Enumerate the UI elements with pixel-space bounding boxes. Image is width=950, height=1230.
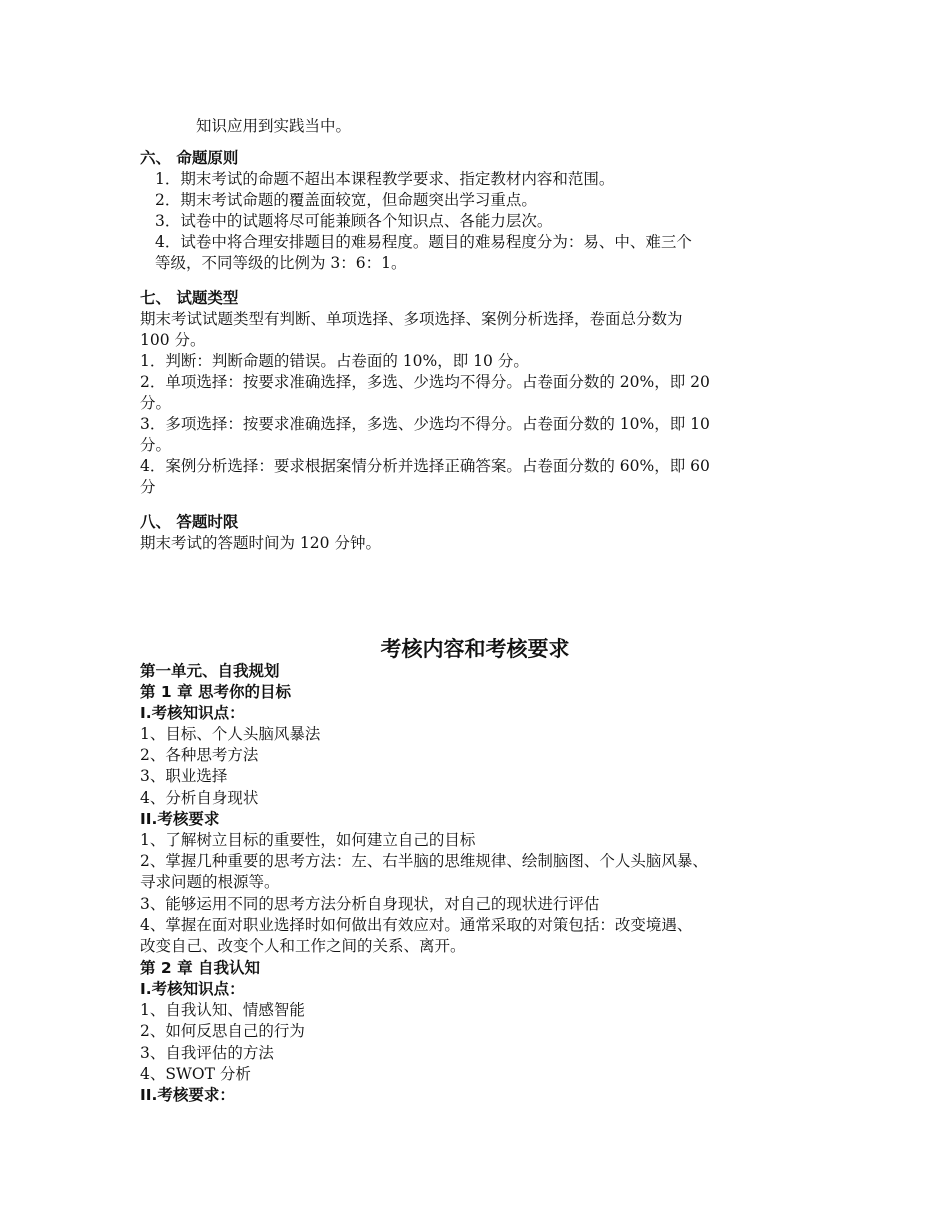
list-item: 1．期末考试的命题不超出本课程教学要求、指定教材内容和范围。 xyxy=(155,170,615,188)
list-item: 2．期末考试命题的覆盖面较宽，但命题突出学习重点。 xyxy=(155,191,537,209)
section-heading-6: 六、 命题原则 xyxy=(140,149,239,167)
list-item: 1、了解树立目标的重要性，如何建立自己的目标 xyxy=(140,831,476,849)
chapter-heading: 第 1 章 思考你的目标 xyxy=(140,683,291,701)
list-item: 改变自己、改变个人和工作之间的关系、离开。 xyxy=(140,937,466,955)
paragraph-line: 期末考试试题类型有判断、单项选择、多项选择、案例分析选择，卷面总分数为 xyxy=(140,310,683,328)
list-item: 1、目标、个人头脑风暴法 xyxy=(140,725,321,743)
section-heading-7: 七、 试题类型 xyxy=(140,289,239,307)
list-item: 等级，不同等级的比例为 3：6：1。 xyxy=(155,254,407,272)
list-item: 3、职业选择 xyxy=(140,767,228,785)
paragraph-line: 期末考试的答题时间为 120 分钟。 xyxy=(140,534,381,552)
list-item: 3．试卷中的试题将尽可能兼顾各个知识点、各能力层次。 xyxy=(155,212,553,230)
list-item: 4、掌握在面对职业选择时如何做出有效应对。通常采取的对策包括：改变境遇、 xyxy=(140,916,693,934)
list-item: 1、自我认知、情感智能 xyxy=(140,1001,305,1019)
section-heading-8: 八、 答题时限 xyxy=(140,513,239,531)
paragraph-line: 100 分。 xyxy=(140,331,206,349)
list-item: 4、SWOT 分析 xyxy=(140,1065,251,1083)
list-item: 3、能够运用不同的思考方法分析自身现状，对自己的现状进行评估 xyxy=(140,895,600,913)
list-item: 4．试卷中将合理安排题目的难易程度。题目的难易程度分为：易、中、难三个 xyxy=(155,233,692,251)
subheading: I.考核知识点： xyxy=(140,704,245,722)
list-item: 2、各种思考方法 xyxy=(140,746,259,764)
page-title: 考核内容和考核要求 xyxy=(380,637,570,661)
subheading: II.考核要求： xyxy=(140,1086,235,1104)
list-item: 2、掌握几种重要的思考方法：左、右半脑的思维规律、绘制脑图、个人头脑风暴、 xyxy=(140,852,708,870)
chapter-heading: 第 2 章 自我认知 xyxy=(140,959,260,977)
paragraph-line: 2．单项选择：按要求准确选择，多选、少选均不得分。占卷面分数的 20%，即 20 xyxy=(140,373,710,391)
list-item: 2、如何反思自己的行为 xyxy=(140,1022,305,1040)
paragraph-line: 分。 xyxy=(140,394,172,412)
list-item: 4、分析自身现状 xyxy=(140,789,259,807)
paragraph-line: 分。 xyxy=(140,436,172,454)
unit-heading: 第一单元、自我规划 xyxy=(140,662,280,680)
continued-line: 知识应用到实践当中。 xyxy=(196,117,352,135)
subheading: II.考核要求 xyxy=(140,810,220,828)
paragraph-line: 分 xyxy=(140,478,156,496)
paragraph-line: 1．判断：判断命题的错误。占卷面的 10%，即 10 分。 xyxy=(140,352,529,370)
list-item: 3、自我评估的方法 xyxy=(140,1044,274,1062)
paragraph-line: 3．多项选择：按要求准确选择，多选、少选均不得分。占卷面分数的 10%，即 10 xyxy=(140,415,710,433)
paragraph-line: 4．案例分析选择：要求根据案情分析并选择正确答案。占卷面分数的 60%，即 60 xyxy=(140,457,710,475)
subheading: I.考核知识点： xyxy=(140,980,245,998)
list-item: 寻求问题的根源等。 xyxy=(140,873,280,891)
